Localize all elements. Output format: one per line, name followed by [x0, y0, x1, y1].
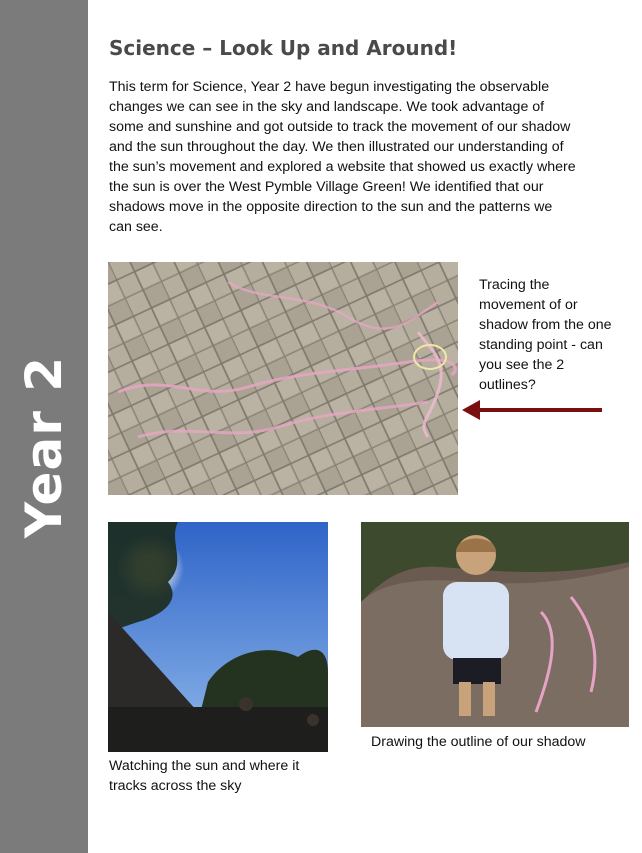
sidebar: [0, 0, 88, 853]
pavement-photo-caption: Tracing the movement of or shadow from the one standing point - can you see the 2 outlines?: [479, 277, 612, 393]
article-title: Science – Look Up and Around!: [109, 36, 458, 60]
left-arrow-icon: [462, 398, 604, 422]
pavement-chalk-photo: [108, 262, 458, 495]
boy-shadow-photo: [361, 522, 629, 727]
boy-photo-caption: Drawing the outline of our shadow: [371, 734, 586, 750]
sky-sun-photo: [108, 522, 328, 752]
article-body: This term for Science, Year 2 have begun investigating the observable changes we can see in the sky and landscape. We took advantage of some and sunshine and got outside to track the movement of our shadow and the sun throughout the day. We then illustrated our understanding of the sun’s movement and explored a website that showed us exactly where the sun is over the West Pymble Village Green! We identified that our shadows move in the opposite direction to the sun and the patterns we can see.: [109, 79, 576, 235]
sky-photo-caption: Watching the sun and where it tracks across the sky: [109, 758, 300, 794]
sidebar-year-label: Year 2: [15, 355, 73, 539]
